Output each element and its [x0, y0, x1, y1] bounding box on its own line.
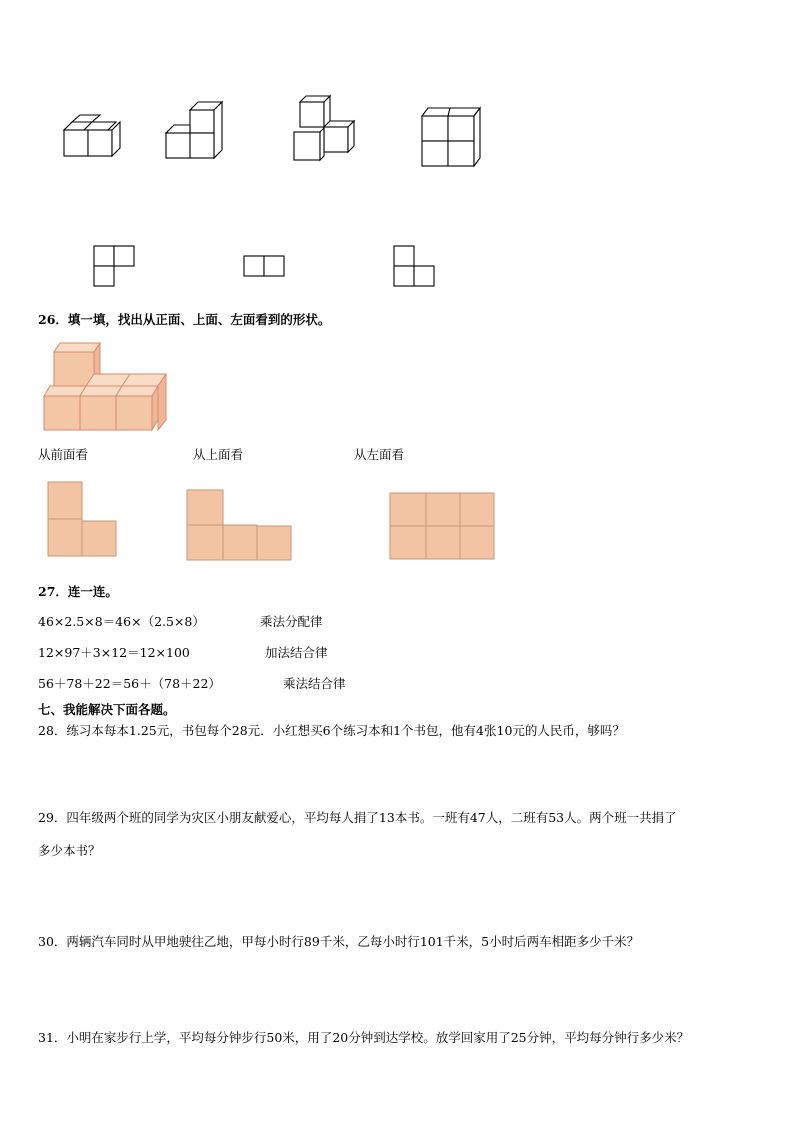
- cube-figure-3: [290, 92, 362, 164]
- section-7-title: 七、我能解决下面各题。: [38, 702, 176, 717]
- view-shape-c: [392, 244, 438, 288]
- problem-28: 28．练习本每本1.25元，书包每个28元．小红想买6个练习本和1个书包，他有4张10元的人民币，够吗？: [38, 723, 625, 738]
- view-label-top: 从上面看: [193, 447, 244, 462]
- top-view-shape: [185, 488, 295, 562]
- left-view-shape: [388, 491, 498, 561]
- view-label-left: 从左面看: [354, 447, 405, 462]
- problem-29-line-1: 29．四年级两个班的同学为灾区小朋友献爱心，平均每人捐了13本书。一班有47人，二班有53人。两个班一共捐了: [38, 810, 677, 825]
- problem-31: 31．小明在家步行上学，平均每分钟步行50米，用了20分钟到达学校。放学回家用了25分钟，平均每分钟行多少米？: [38, 1030, 690, 1045]
- law-2: 加法结合律: [265, 645, 328, 660]
- equation-2: 12×97＋3×12＝12×100: [38, 645, 190, 660]
- cube-figure-1: [60, 110, 130, 160]
- problem-29-line-2: 多少本书？: [38, 843, 101, 858]
- front-view-shape: [46, 480, 120, 560]
- law-1: 乘法分配律: [260, 614, 323, 629]
- view-shape-a: [92, 244, 138, 288]
- question-26-title: 26．填一填，找出从正面、上面、左面看到的形状。: [38, 312, 331, 327]
- question-27-title: 27．连一连。: [38, 584, 118, 599]
- cube-figure-2: [162, 98, 232, 160]
- cube-figure-4: [418, 104, 488, 170]
- problem-30: 30．两辆汽车同时从甲地驶往乙地，甲每小时行89千米，乙每小时行101千米，5小时后两车相距多少千米？: [38, 934, 640, 949]
- equation-1: 46×2.5×8＝46×（2.5×8）: [38, 614, 205, 629]
- view-shape-b: [242, 254, 288, 278]
- equation-3: 56＋78＋22＝56＋（78＋22）: [38, 676, 221, 691]
- orange-cube-stack: [40, 340, 172, 434]
- law-3: 乘法结合律: [283, 676, 346, 691]
- view-label-front: 从前面看: [38, 447, 89, 462]
